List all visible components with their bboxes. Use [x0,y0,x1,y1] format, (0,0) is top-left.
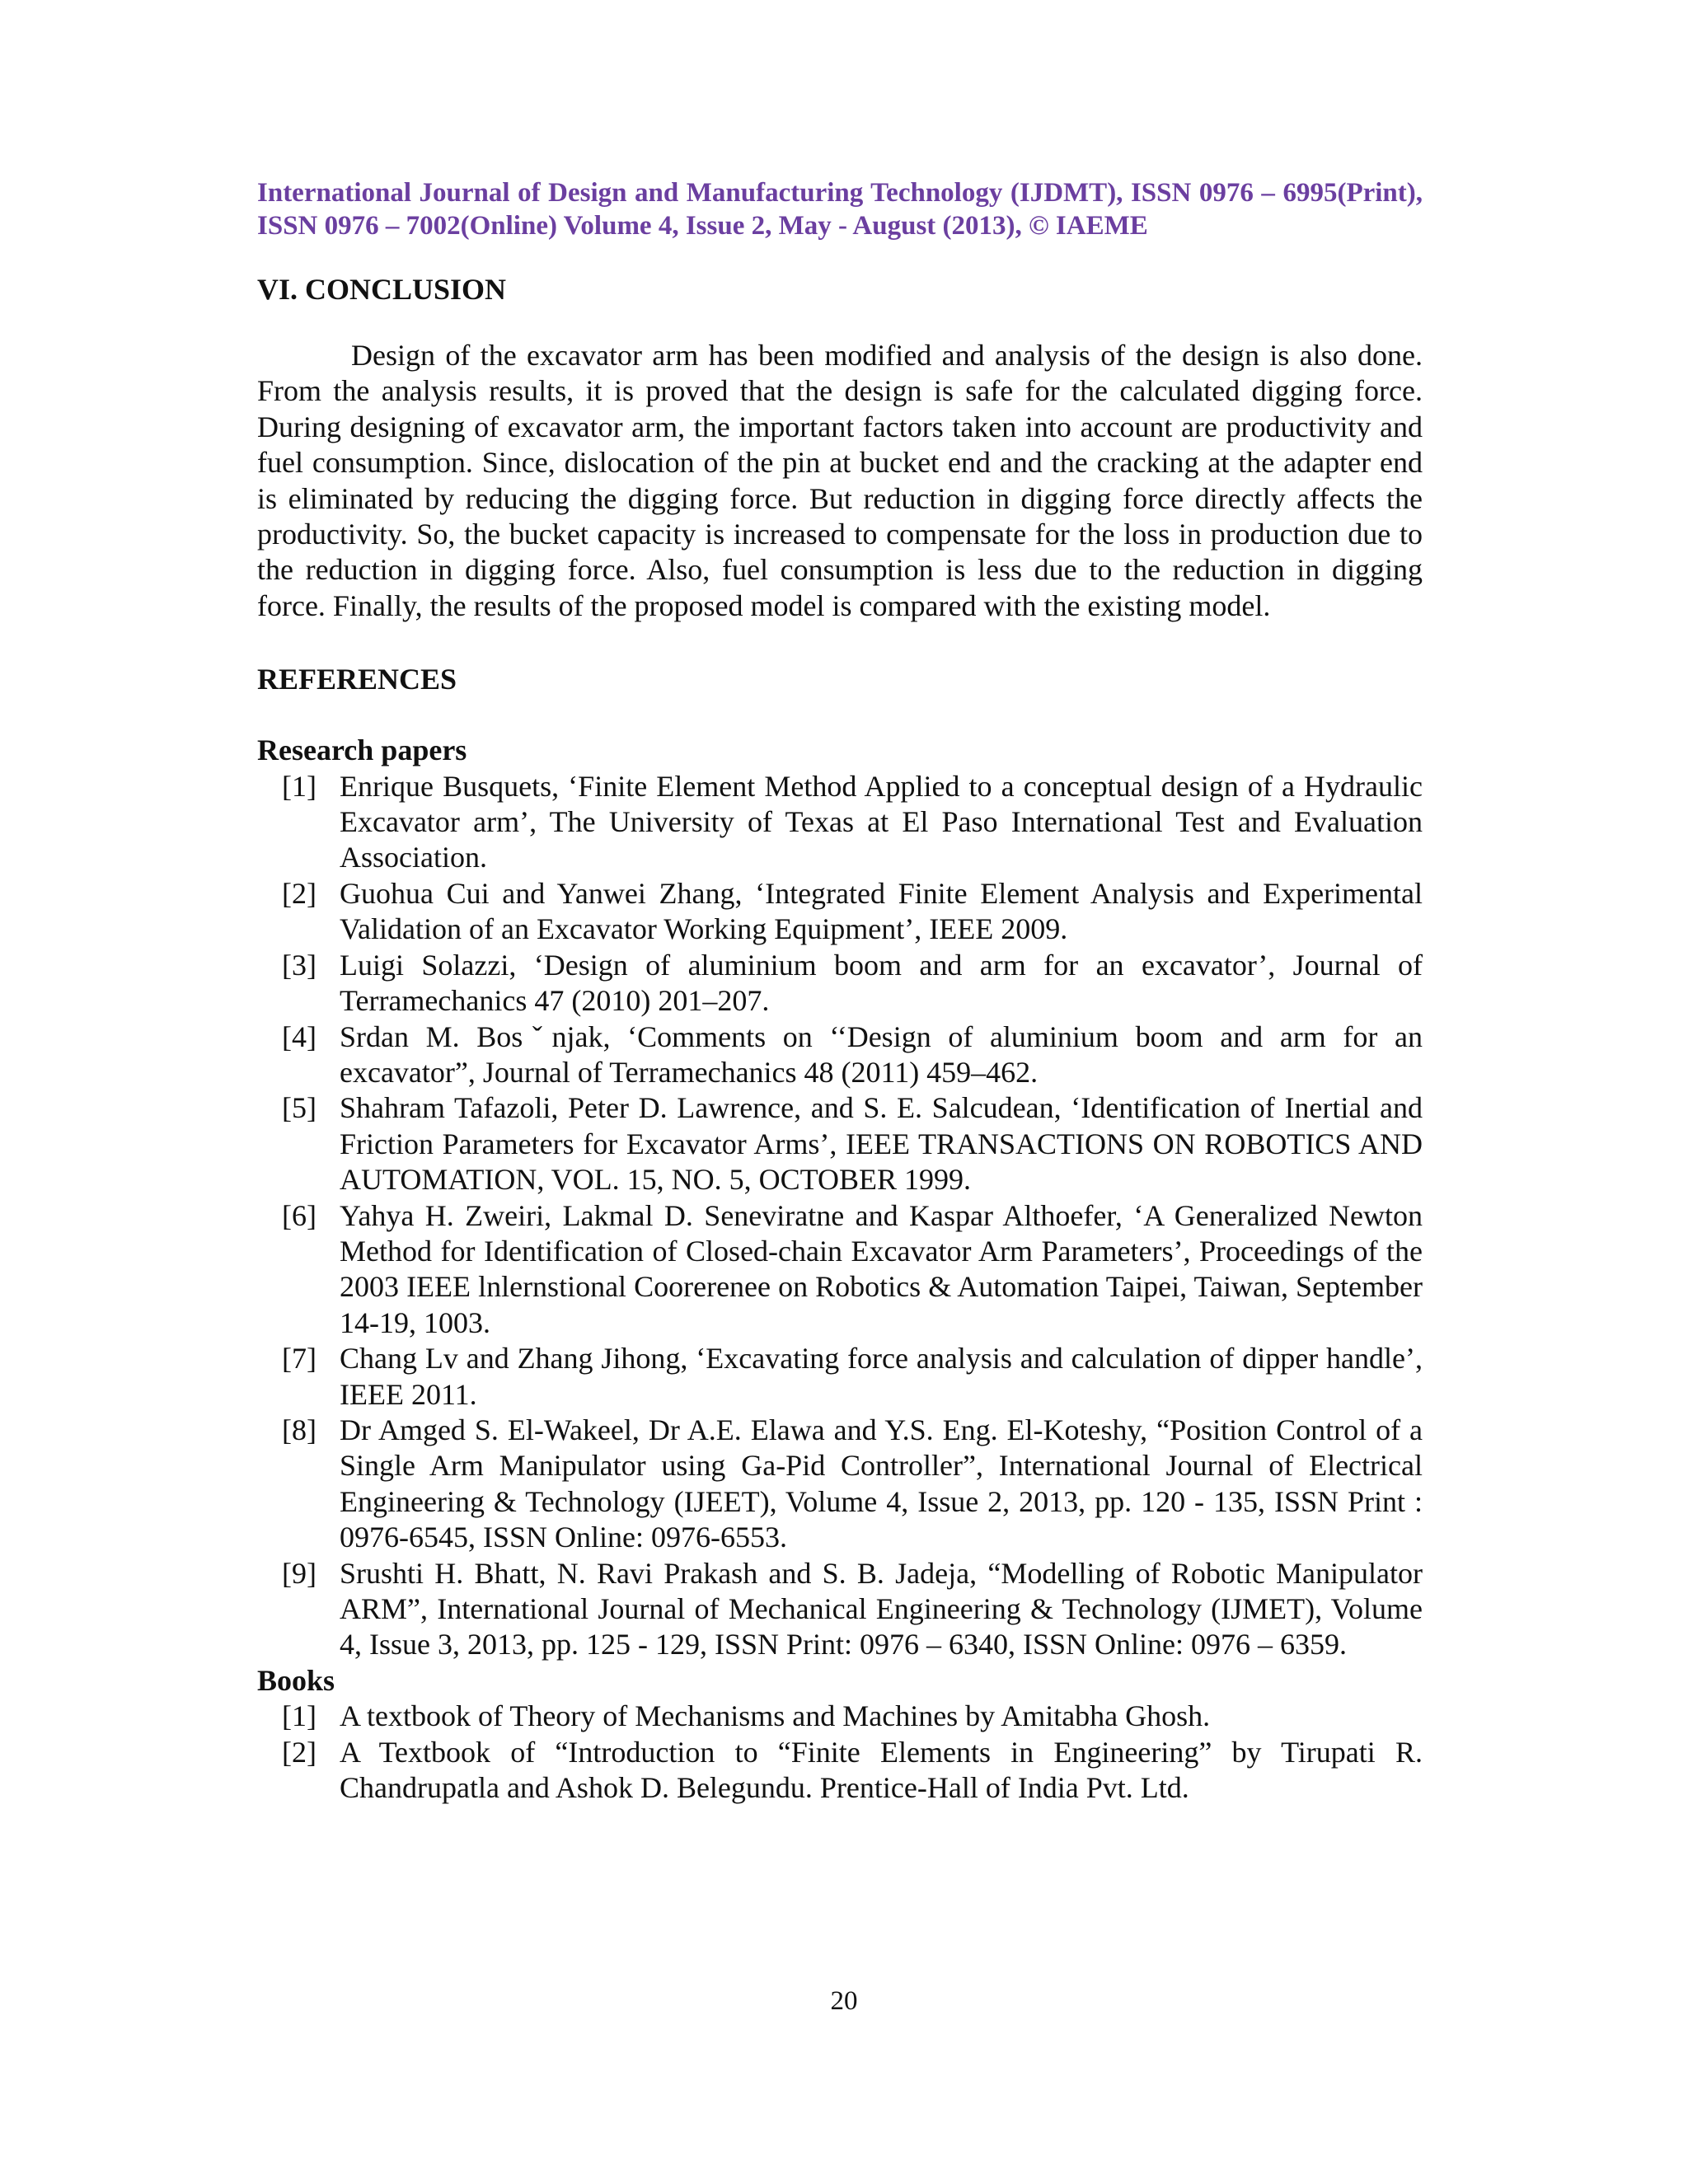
reference-item [257,1341,1423,1413]
reference-item [257,948,1423,1019]
reference-number: [5] [282,1091,316,1125]
conclusion-paragraph: Design of the excavator arm has been modified and analysis of the design is also done. From the analysis results, it is proved that the design is safe for the calculated digging force. During designing of excavator arm, the important factors taken into account are productivity and fuel consumption. Since, dislocation of the pin at bucket end and the cracking at the adapter end is eliminated by reducing the digging force. But reduction in digging force directly affects the productivity. So, the bucket capacity is increased to compensate for the loss in production due to the reduction in digging force. Also, fuel consumption is less due to the reduction in digging force. Finally, the results of the proposed model is compared with the existing model. [257,339,1423,622]
reference-text: Guohua Cui and Yanwei Zhang, ‘Integrated Finite Element Analysis and Experimental Validation of an Excavator Working Equipment’, IEEE 2009. [340,876,1423,946]
reference-text: Dr Amged S. El-Wakeel, Dr A.E. Elawa and Y.S. Eng. El-Koteshy, “Position Control of a Single Arm Manipulator using Ga-Pid Controller”, International Journal of Electrical Engineering & Technology (IJEET), Volume 4, Issue 2, 2013, pp. 120 - 135, ISSN Print : 0976-6545, ISSN Online: 0976-6553. [340,1413,1423,1554]
research-papers-list [257,769,1423,1663]
page-number: 20 [830,1986,858,2016]
reference-number: [7] [282,1342,316,1376]
reference-item [257,1090,1423,1197]
journal-header: International Journal of Design and Manufacturing Technology (IJDMT), ISSN 0976 – 6995(Print), ISSN 0976 – 7002(Online) Volume 4, Issue 2, May - August (2013), © IAEME [257,178,1423,241]
reference-item [257,1019,1423,1091]
references-heading: REFERENCES [257,663,457,696]
reference-item [257,1198,1423,1342]
reference-text: Yahya H. Zweiri, Lakmal D. Seneviratne and Kaspar Althoefer, ‘A Generalized Newton Method for Identification of Closed-chain Excavator Arm Parameters’, Proceedings of the 2003 IEEE lnlernstional Coorerenee on Robotics & Automation Taipei, Taiwan, September 14-19, 1003. [340,1198,1423,1339]
reference-number: [9] [282,1556,316,1590]
reference-number: [1] [282,769,316,803]
section-title-conclusion: VI. CONCLUSION [257,273,507,306]
book-number: [2] [282,1735,316,1769]
reference-item [257,1556,1423,1663]
reference-item [257,876,1423,948]
books-heading: Books [257,1663,335,1697]
main-column [257,176,1423,1806]
reference-number: [4] [282,1019,316,1053]
reference-text: Luigi Solazzi, ‘Design of aluminium boom and arm for an excavator’, Journal of Terramechanics 47 (2010) 201–207. [340,948,1423,1018]
reference-number: [2] [282,876,316,910]
book-item [257,1699,1423,1734]
reference-text: Shahram Tafazoli, Peter D. Lawrence, and S. E. Salcudean, ‘Identification of Inertial and Friction Parameters for Excavator Arms’, IEEE TRANSACTIONS ON ROBOTICS AND AUTOMATION, VOL. 15, NO. 5, OCTOBER 1999. [340,1091,1423,1197]
reference-item [257,769,1423,876]
book-text: A textbook of Theory of Mechanisms and Machines by Amitabha Ghosh. [340,1699,1211,1733]
books-list [257,1699,1423,1806]
reference-text: Srushti H. Bhatt, N. Ravi Prakash and S. B. Jadeja, “Modelling of Robotic Manipulator ARM”, International Journal of Mechanical Engineering & Technology (IJMET), Volume 4, Issue 3, 2013, pp. 125 - 129, ISSN Print: 0976 – 6340, ISSN Online: 0976 – 6359. [340,1556,1423,1661]
reference-text: Chang Lv and Zhang Jihong, ‘Excavating force analysis and calculation of dipper handle’, IEEE 2011. [340,1342,1423,1411]
book-text: A Textbook of “Introduction to “Finite Elements in Engineering” by Tirupati R. Chandrupatla and Ashok D. Belegundu. Prentice-Hall of India Pvt. Ltd. [340,1735,1423,1805]
book-item [257,1735,1423,1807]
reference-text: Srdan M. Bosˇnjak, ‘Comments on ‘‘Design of aluminium boom and arm for an excavator”, Journal of Terramechanics 48 (2011) 459–462. [340,1019,1423,1089]
reference-item [257,1413,1423,1556]
research-papers-heading: Research papers [257,733,467,767]
reference-number: [6] [282,1198,316,1232]
book-number: [1] [282,1699,316,1733]
reference-number: [3] [282,948,316,982]
reference-number: [8] [282,1413,316,1446]
reference-text: Enrique Busquets, ‘Finite Element Method Applied to a conceptual design of a Hydraulic Excavator arm’, The University of Texas at El Paso International Test and Evaluation Association. [340,769,1423,874]
